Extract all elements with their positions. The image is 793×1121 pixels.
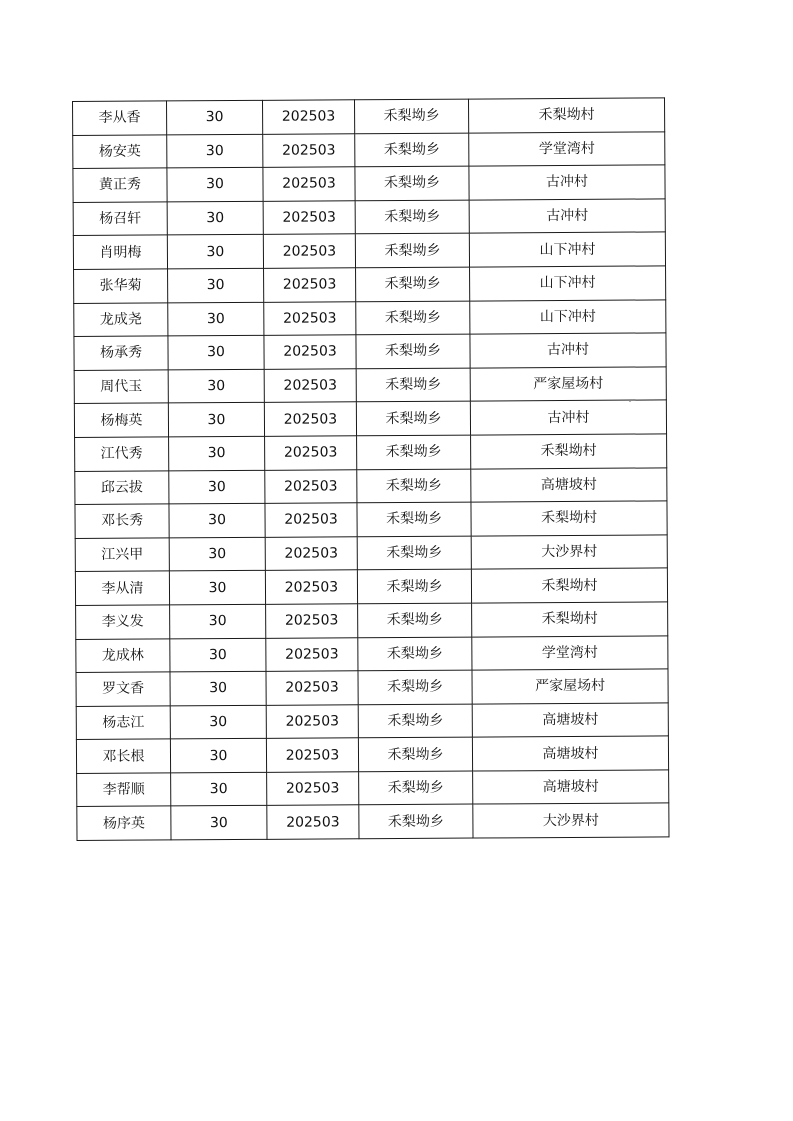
period-cell: 202503 (265, 536, 357, 570)
amount-cell: 30 (168, 302, 264, 336)
name-cell: 江兴甲 (75, 538, 169, 572)
amount-cell: 30 (170, 604, 266, 638)
table-row (73, 232, 665, 269)
village-cell: 禾梨坳村 (471, 501, 667, 536)
table-row (77, 770, 669, 807)
name-cell: 杨梅英 (74, 403, 168, 437)
amount-cell: 30 (170, 671, 266, 705)
amount-cell: 30 (167, 134, 263, 168)
period-cell: 202503 (264, 335, 356, 369)
amount-cell: 30 (169, 436, 265, 470)
table-row (74, 266, 666, 303)
table-row (76, 602, 668, 639)
period-cell: 202503 (263, 133, 355, 167)
name-cell: 李义发 (76, 605, 170, 639)
roster-table-body (73, 98, 670, 841)
village-cell: 古冲村 (469, 199, 665, 234)
township-cell: 禾梨坳乡 (357, 469, 471, 503)
period-cell: 202503 (264, 369, 356, 403)
name-cell: 邓长根 (76, 739, 170, 773)
period-cell: 202503 (265, 436, 357, 470)
name-cell: 黄正秀 (73, 168, 167, 202)
table-row (75, 568, 667, 605)
amount-cell: 30 (168, 268, 264, 302)
township-cell: 禾梨坳乡 (357, 502, 471, 536)
amount-cell: 30 (169, 537, 265, 571)
amount-cell: 30 (170, 739, 266, 773)
amount-cell: 30 (168, 369, 264, 403)
township-cell: 禾梨坳乡 (355, 233, 469, 267)
period-cell: 202503 (266, 671, 358, 705)
village-cell: 严家屋场村 (472, 669, 668, 704)
village-cell: 大沙界村 (473, 803, 669, 838)
township-cell: 禾梨坳乡 (356, 301, 470, 335)
table-row (76, 669, 668, 706)
period-cell: 202503 (266, 738, 358, 772)
amount-cell: 30 (170, 705, 266, 739)
village-cell: 禾梨坳村 (471, 434, 667, 469)
village-cell: 学堂湾村 (469, 131, 665, 166)
village-cell: 古冲村 (469, 165, 665, 200)
period-cell: 202503 (266, 637, 358, 671)
village-cell: 山下冲村 (470, 266, 666, 301)
period-cell: 202503 (263, 201, 355, 235)
table-row (73, 98, 665, 135)
name-cell: 肖明梅 (73, 235, 167, 269)
amount-cell: 30 (171, 806, 267, 840)
table-row (77, 803, 669, 840)
township-cell: 禾梨坳乡 (358, 737, 472, 771)
village-cell: 高塘坡村 (472, 736, 668, 771)
township-cell: 禾梨坳乡 (356, 401, 470, 435)
period-cell: 202503 (267, 805, 359, 839)
name-cell: 杨召轩 (73, 202, 167, 236)
village-cell: 禾梨坳村 (472, 602, 668, 637)
amount-cell: 30 (169, 503, 265, 537)
table-row (74, 333, 666, 370)
period-cell: 202503 (262, 100, 354, 134)
table-row (73, 165, 665, 202)
name-cell: 罗文香 (76, 672, 170, 706)
village-cell: 山下冲村 (469, 232, 665, 267)
village-cell: 严家屋场村 (470, 367, 666, 402)
township-cell: 禾梨坳乡 (357, 536, 471, 570)
name-cell: 杨序英 (77, 806, 171, 840)
table-row (74, 400, 666, 437)
township-cell: 禾梨坳乡 (356, 267, 470, 301)
village-cell: 大沙界村 (471, 535, 667, 570)
township-cell: 禾梨坳乡 (359, 805, 473, 839)
table-row (75, 434, 667, 471)
period-cell: 202503 (266, 604, 358, 638)
village-cell: 学堂湾村 (472, 635, 668, 670)
table-row (75, 535, 667, 572)
table-row (76, 635, 668, 672)
name-cell: 周代玉 (74, 370, 168, 404)
village-cell: 高塘坡村 (473, 770, 669, 805)
township-cell: 禾梨坳乡 (355, 133, 469, 167)
village-cell: 高塘坡村 (472, 703, 668, 738)
period-cell: 202503 (265, 503, 357, 537)
name-cell: 张华菊 (74, 269, 168, 303)
period-cell: 202503 (265, 469, 357, 503)
name-cell: 杨志江 (76, 706, 170, 740)
village-cell: 禾梨坳村 (468, 98, 664, 133)
period-cell: 202503 (264, 301, 356, 335)
village-cell: 高塘坡村 (471, 467, 667, 502)
roster-table (72, 97, 670, 841)
township-cell: 禾梨坳乡 (357, 569, 471, 603)
township-cell: 禾梨坳乡 (354, 99, 468, 133)
name-cell: 邓长秀 (75, 504, 169, 538)
village-cell: 山下冲村 (470, 299, 666, 334)
period-cell: 202503 (263, 167, 355, 201)
township-cell: 禾梨坳乡 (355, 200, 469, 234)
amount-cell: 30 (167, 168, 263, 202)
township-cell: 禾梨坳乡 (356, 368, 470, 402)
amount-cell: 30 (168, 335, 264, 369)
amount-cell: 30 (168, 403, 264, 437)
amount-cell: 30 (169, 470, 265, 504)
name-cell: 李帮顺 (77, 773, 171, 807)
amount-cell: 30 (169, 571, 265, 605)
table-row (74, 367, 666, 404)
name-cell: 李从清 (75, 571, 169, 605)
amount-cell: 30 (167, 100, 263, 134)
period-cell: 202503 (264, 402, 356, 436)
township-cell: 禾梨坳乡 (358, 670, 472, 704)
township-cell: 禾梨坳乡 (359, 771, 473, 805)
table-row (76, 703, 668, 740)
table-row (73, 131, 665, 168)
name-cell: 杨安英 (73, 135, 167, 169)
amount-cell: 30 (171, 772, 267, 806)
name-cell: 李从香 (73, 101, 167, 135)
table-row (73, 199, 665, 236)
amount-cell: 30 (167, 201, 263, 235)
period-cell: 202503 (265, 570, 357, 604)
village-cell: 古冲村 (470, 400, 666, 435)
name-cell: 龙成尧 (74, 302, 168, 336)
amount-cell: 30 (167, 235, 263, 269)
township-cell: 禾梨坳乡 (358, 704, 472, 738)
table-row (76, 736, 668, 773)
table-row (75, 501, 667, 538)
name-cell: 龙成林 (76, 638, 170, 672)
amount-cell: 30 (170, 638, 266, 672)
table-row (75, 467, 667, 504)
name-cell: 邱云拔 (75, 470, 169, 504)
period-cell: 202503 (264, 268, 356, 302)
table-row (74, 299, 666, 336)
period-cell: 202503 (267, 772, 359, 806)
township-cell: 禾梨坳乡 (358, 637, 472, 671)
township-cell: 禾梨坳乡 (355, 166, 469, 200)
name-cell: 杨承秀 (74, 336, 168, 370)
period-cell: 202503 (263, 234, 355, 268)
township-cell: 禾梨坳乡 (356, 334, 470, 368)
village-cell: 古冲村 (470, 333, 666, 368)
name-cell: 江代秀 (75, 437, 169, 471)
township-cell: 禾梨坳乡 (357, 435, 471, 469)
period-cell: 202503 (266, 704, 358, 738)
township-cell: 禾梨坳乡 (358, 603, 472, 637)
village-cell: 禾梨坳村 (471, 568, 667, 603)
scan-speck (629, 400, 631, 402)
